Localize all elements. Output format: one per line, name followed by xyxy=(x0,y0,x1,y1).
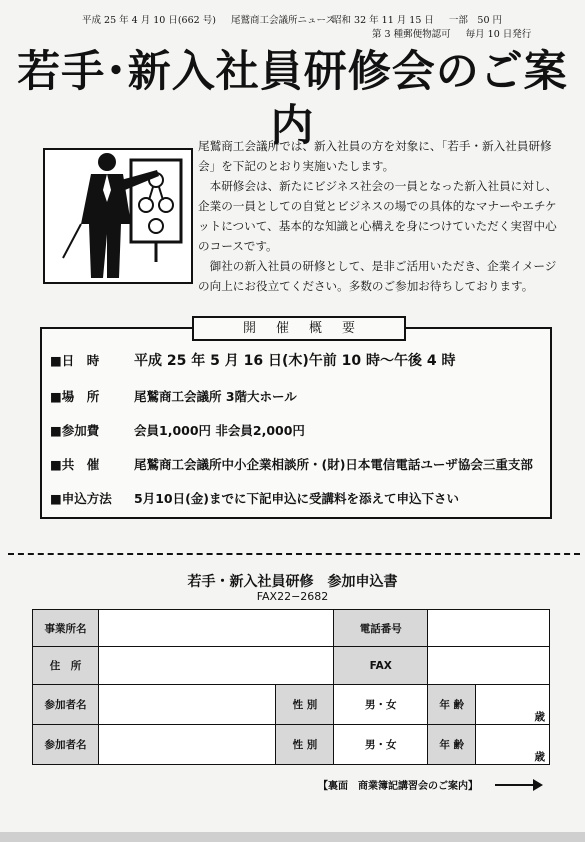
fax-label: FAX xyxy=(334,647,428,685)
summary-row-datetime xyxy=(50,350,455,370)
row-label: ■申込方法 xyxy=(50,491,112,506)
participant-label-1: 参加者名 xyxy=(33,685,99,725)
summary-row-cosponsor xyxy=(50,455,533,473)
address-label: 住 所 xyxy=(33,647,99,685)
since-date: 昭和 32 年 11 月 15 日 xyxy=(332,15,434,26)
summary-row-apply xyxy=(50,489,459,507)
phone-label: 電話番号 xyxy=(334,610,428,647)
participant-label-2: 参加者名 xyxy=(33,725,99,765)
row-label: ■共 催 xyxy=(50,457,100,472)
newsletter-name: 尾鷲商工会議所ニュース xyxy=(230,15,335,26)
row-label: ■参加費 xyxy=(50,423,100,438)
scan-edge xyxy=(0,832,585,842)
participant-field-2[interactable] xyxy=(98,725,276,765)
row-value: 会員1,000円 非会員2,000円 xyxy=(134,423,305,438)
row-value: 5月10日(金)までに下記申込に受講料を添えて申込下さい xyxy=(134,491,460,506)
publication-schedule: 毎月 10 日発行 xyxy=(465,29,532,40)
page-title: 若手･新入社員研修会のご案内 xyxy=(17,47,568,151)
row-label: ■日 時 xyxy=(50,353,100,368)
age-field-2[interactable]: 歳 xyxy=(476,725,550,765)
header-left xyxy=(82,12,347,26)
intro-paragraph-1: 尾鷲商工会議所では、新入社員の方を対象に、「若手・新入社員研修会」を下記のとおり実施いたします。 xyxy=(198,139,552,173)
presenter-icon xyxy=(45,150,191,282)
row-label: ■場 所 xyxy=(50,389,100,404)
header-right-2 xyxy=(372,26,543,40)
company-field[interactable] xyxy=(98,610,333,647)
cut-line xyxy=(8,553,580,555)
summary-row-fee xyxy=(50,421,305,439)
participant-field-1[interactable] xyxy=(98,685,276,725)
intro-text xyxy=(198,136,560,296)
arrowhead-icon xyxy=(533,779,543,791)
address-field[interactable] xyxy=(98,647,333,685)
arrow-right-icon xyxy=(495,784,535,786)
row-value: 尾鷲商工会議所 3階大ホール xyxy=(134,389,297,404)
gender-label-1: 性 別 xyxy=(276,685,334,725)
age-label-2: 年 齢 xyxy=(428,725,476,765)
company-label: 事業所名 xyxy=(33,610,99,647)
age-label-1: 年 齢 xyxy=(428,685,476,725)
price: 一部 50 円 xyxy=(448,15,503,26)
gender-choice-1[interactable]: 男・女 xyxy=(334,685,428,725)
fax-field[interactable] xyxy=(428,647,550,685)
gender-label-2: 性 別 xyxy=(276,725,334,765)
row-value: 尾鷲商工会議所中小企業相談所・(財)日本電信電話ユーザ協会三重支部 xyxy=(134,457,533,472)
summary-heading: 開催概要 xyxy=(192,316,406,341)
form-fax-number: FAX22−2682 xyxy=(256,590,329,603)
phone-field[interactable] xyxy=(428,610,550,647)
row-value: 平成 25 年 5 月 16 日(木)午前 10 時～午後 4 時 xyxy=(134,353,456,369)
intro-paragraph-2: 本研修会は、新たにビジネス社会の一員となった新入社員に対し、企業の一員としての自覚とビジネスの場での具体的なマナーやエチケットについて、基本的な知識と心構えを身につけていただく実習中心のコースです。 xyxy=(198,179,558,253)
postal-permit: 第 3 種郵便物認可 xyxy=(372,29,451,40)
age-field-1[interactable]: 歳 xyxy=(476,685,550,725)
form-title: 若手・新入社員研修 参加申込書 xyxy=(187,574,398,590)
presenter-illustration xyxy=(43,148,193,284)
back-page-notice: 【裏面 商業簿記講習会のご案内】 xyxy=(318,781,478,792)
intro-paragraph-3: 御社の新入社員の研修として、是非ご活用いただき、企業イメージの向上にお役立てください。多数のご参加お待ちしております。 xyxy=(198,259,557,293)
application-form xyxy=(32,609,550,765)
gender-choice-2[interactable]: 男・女 xyxy=(334,725,428,765)
summary-row-place xyxy=(50,387,297,405)
issue-date: 平成 25 年 4 月 10 日(662 号) xyxy=(82,15,216,26)
header-right-1 xyxy=(332,12,514,26)
